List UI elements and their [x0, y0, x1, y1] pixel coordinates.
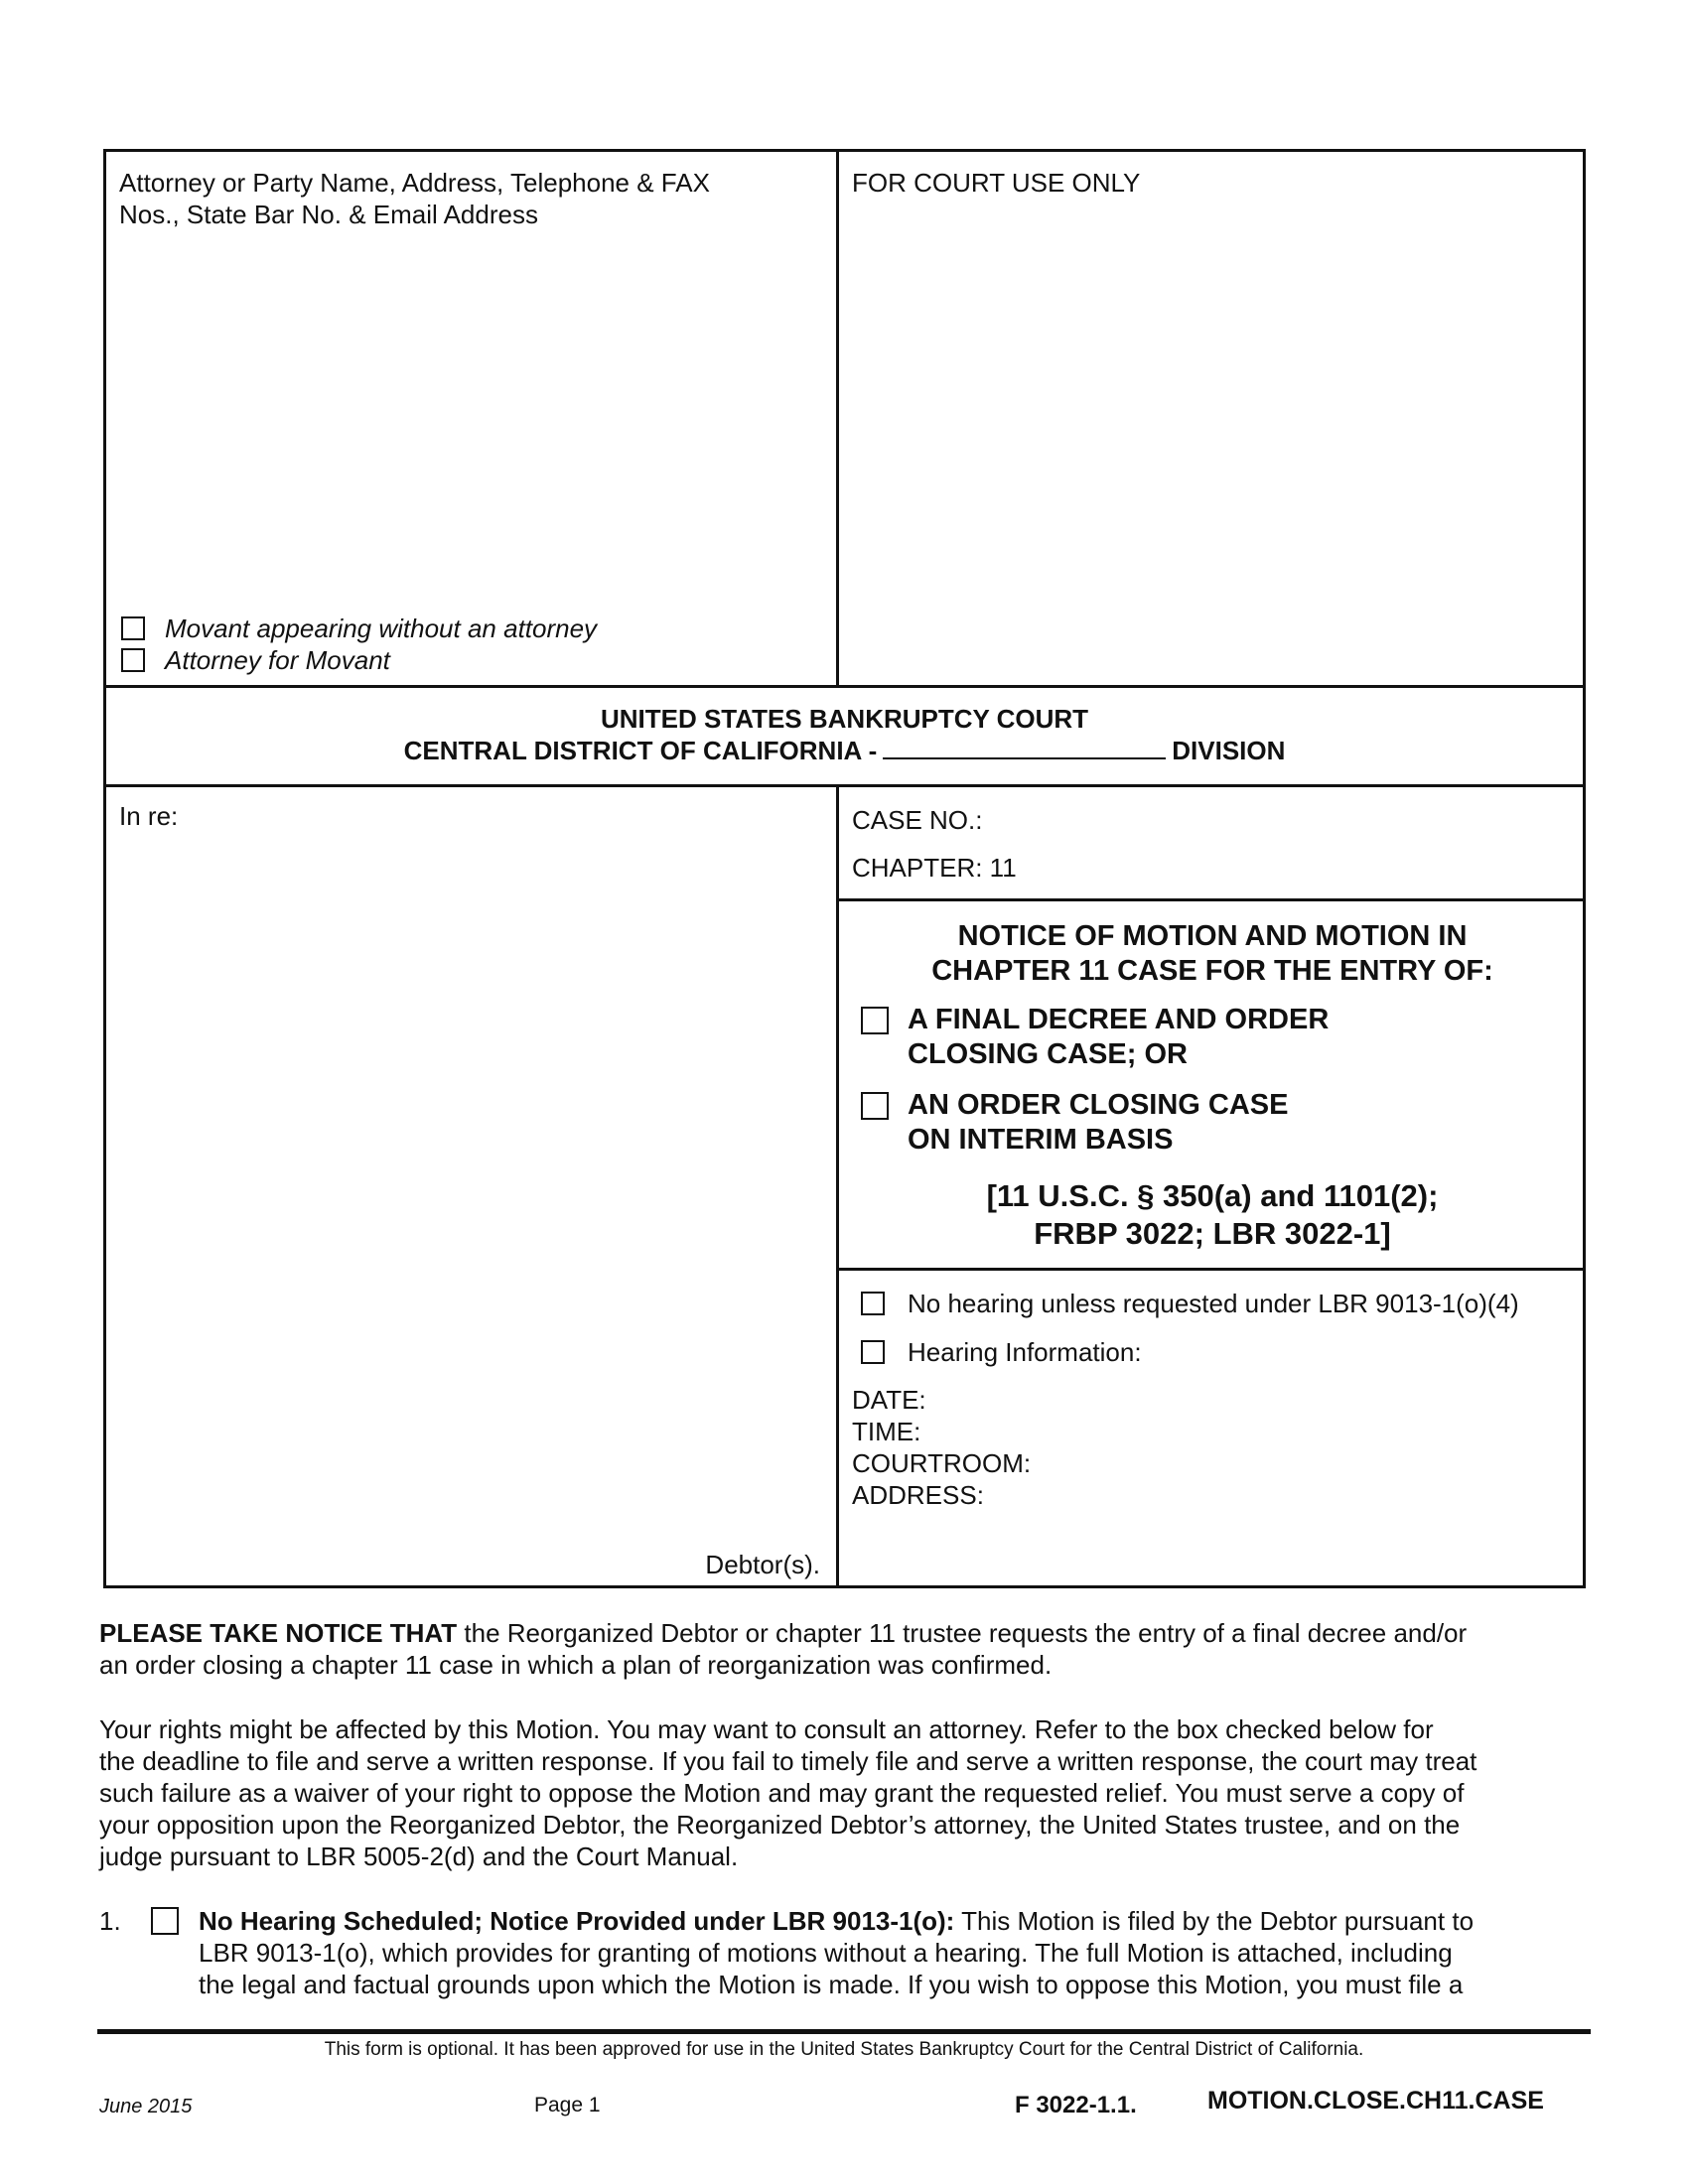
attorney-for-movant-checkbox[interactable] — [121, 648, 145, 672]
debtors-label: Debtor(s). — [705, 1550, 820, 1579]
notice-line2: an order closing a chapter 11 case in which a plan of reorganization was confirmed. — [99, 1650, 1053, 1680]
in-re-label: In re: — [119, 801, 179, 831]
attorney-label-line1: Attorney or Party Name, Address, Telephone & FAX — [119, 168, 710, 198]
final-decree-line2: CLOSING CASE; OR — [908, 1038, 1188, 1070]
caption-divider-h2 — [103, 784, 1586, 787]
final-decree-line1: A FINAL DECREE AND ORDER — [908, 1004, 1330, 1035]
footer-optional-note: This form is optional. It has been approved for use in the United States Bankruptcy Court for the Central District of California. — [324, 2039, 1364, 2060]
item1-checkbox[interactable] — [151, 1907, 179, 1935]
item1-heading: No Hearing Scheduled; Notice Provided under LBR 9013-1(o): — [199, 1906, 955, 1936]
interim-order-line1: AN ORDER CLOSING CASE — [908, 1089, 1289, 1121]
notice-paragraph — [99, 1617, 1609, 1681]
rights-line: the deadline to file and serve a written response. If you fail to timely file and serve a written response, the court may treat — [99, 1746, 1477, 1776]
court-use-label: FOR COURT USE ONLY — [852, 168, 1141, 198]
caption-divider-h1 — [103, 685, 1586, 688]
footer-page: Page 1 — [534, 2094, 601, 2116]
item1-line1 — [199, 1905, 1609, 1937]
attorney-info-label — [119, 167, 814, 230]
interim-order-option — [908, 1088, 1288, 1158]
court-title-line2 — [103, 735, 1586, 766]
court-district: CENTRAL DISTRICT OF CALIFORNIA - — [403, 736, 878, 765]
chapter-label: CHAPTER: 11 — [852, 853, 1017, 883]
rights-paragraph — [99, 1713, 1609, 1872]
notice-lead: PLEASE TAKE NOTICE THAT — [99, 1618, 458, 1648]
item1-line3: the legal and factual grounds upon which the Motion is made. If you wish to oppose this Motion, you must file a — [199, 1970, 1464, 1999]
item1-line1-rest: This Motion is filed by the Debtor pursuant to — [954, 1906, 1475, 1936]
movant-without-attorney-checkbox[interactable] — [121, 616, 145, 640]
attorney-for-movant-label: Attorney for Movant — [165, 645, 390, 675]
notice-line1-rest: the Reorganized Debtor or chapter 11 trustee requests the entry of a final decree and/or — [457, 1618, 1468, 1648]
no-hearing-checkbox[interactable] — [861, 1292, 885, 1315]
footer-rule — [97, 2029, 1591, 2034]
right-divider-2 — [836, 1268, 1586, 1271]
motion-title-line2: CHAPTER 11 CASE FOR THE ENTRY OF: — [931, 955, 1493, 987]
interim-order-line2: ON INTERIM BASIS — [908, 1124, 1174, 1156]
caption-box — [103, 149, 1586, 1588]
case-number-label: CASE NO.: — [852, 805, 983, 835]
notice-line1 — [99, 1617, 1609, 1649]
footer-form-number: F 3022-1.1. — [1015, 2092, 1137, 2118]
footer-date: June 2015 — [99, 2096, 193, 2117]
final-decree-option — [908, 1003, 1329, 1072]
hearing-courtroom-label: COURTROOM: — [852, 1448, 1032, 1478]
rights-line: Your rights might be affected by this Motion. You may want to consult an attorney. Refer to the box checked below for — [99, 1714, 1434, 1744]
right-divider-1 — [836, 898, 1586, 901]
division-blank[interactable] — [883, 736, 1166, 759]
item1-line2: LBR 9013-1(o), which provides for granting of motions without a hearing. The full Motion is attached, including — [199, 1938, 1453, 1968]
footer-form-name: MOTION.CLOSE.CH11.CASE — [1207, 2087, 1544, 2115]
rights-line: such failure as a waiver of your right to oppose the Motion and may grant the requested relief. You must serve a copy of — [99, 1778, 1465, 1808]
motion-title-line1: NOTICE OF MOTION AND MOTION IN — [957, 920, 1468, 952]
item1-number: 1. — [99, 1906, 121, 1936]
citation-line2: FRBP 3022; LBR 3022-1] — [1034, 1216, 1391, 1251]
interim-order-checkbox[interactable] — [861, 1092, 889, 1120]
court-title — [103, 703, 1586, 766]
court-title-line1: UNITED STATES BANKRUPTCY COURT — [600, 704, 1089, 734]
hearing-details — [852, 1384, 1031, 1511]
attorney-label-line2: Nos., State Bar No. & Email Address — [119, 200, 538, 229]
citation-line1: [11 U.S.C. § 350(a) and 1101(2); — [986, 1178, 1439, 1213]
final-decree-checkbox[interactable] — [861, 1007, 889, 1034]
caption-divider-top — [836, 149, 839, 687]
rights-line: judge pursuant to LBR 5005-2(d) and the Court Manual. — [99, 1842, 739, 1871]
hearing-address-label: ADDRESS: — [852, 1480, 984, 1510]
rights-line: your opposition upon the Reorganized Debtor, the Reorganized Debtor’s attorney, the United States trustee, and on the — [99, 1810, 1461, 1840]
item1-paragraph — [199, 1905, 1609, 2000]
hearing-info-checkbox[interactable] — [861, 1340, 885, 1364]
hearing-date-label: DATE: — [852, 1385, 926, 1415]
hearing-time-label: TIME: — [852, 1417, 921, 1446]
movant-without-attorney-label: Movant appearing without an attorney — [165, 614, 598, 643]
statutory-citation — [839, 1177, 1586, 1253]
motion-title — [839, 919, 1586, 989]
court-division-suffix: DIVISION — [1172, 736, 1286, 765]
hearing-info-label: Hearing Information: — [908, 1337, 1142, 1367]
no-hearing-label: No hearing unless requested under LBR 9013-1(o)(4) — [908, 1289, 1519, 1318]
